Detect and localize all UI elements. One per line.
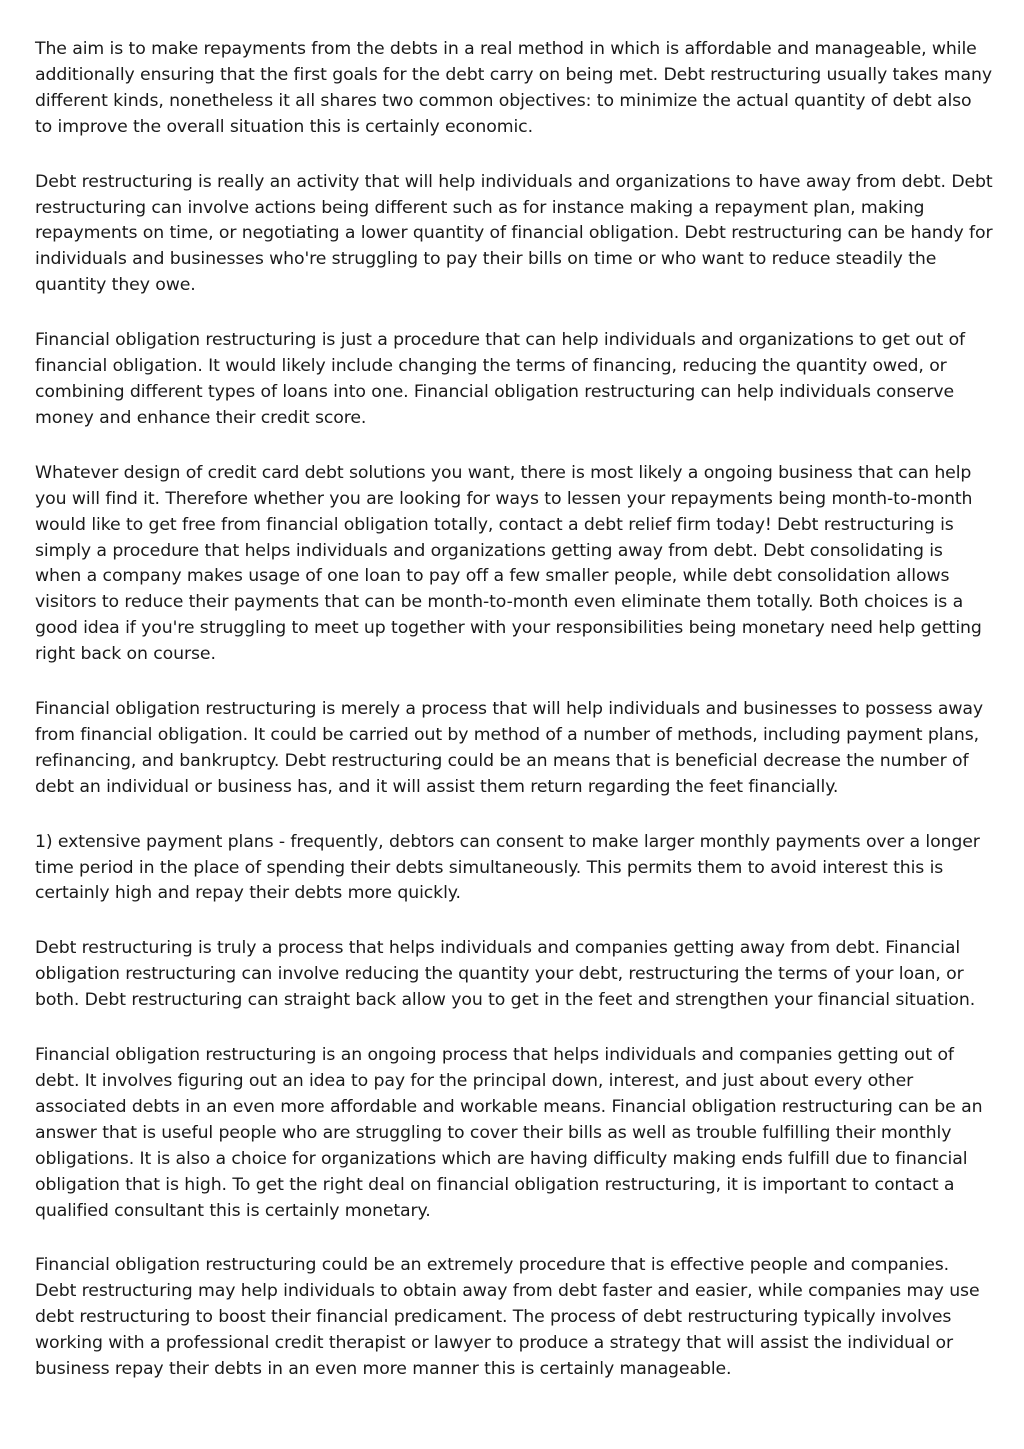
paragraph-5: Financial obligation restructuring is merely a process that will help individuals and businesses to possess away from financial obligation. It could be carried out by method of a number of methods, including payment plans, refinancing, and bankruptcy. Debt restructuring could be an means that is beneficial decrease the number of debt an individual or business has, and it will assist them return regarding the feet financially. xyxy=(35,699,983,797)
paragraph-3: Financial obligation restructuring is just a procedure that can help individuals and organizations to get out of financial obligation. It would likely include changing the terms of financing, reducing the quantity owed, or combining different types of loans into one. Financial obligation restructuring can help individuals conserve money and enhance their credit score. xyxy=(35,330,966,428)
paragraph-1: The aim is to make repayments from the debts in a real method in which is affordable and manageable, while additionally ensuring that the first goals for the debt carry on being met. Debt restructuring usually takes many different kinds, nonetheless it all shares two common objectives: to minimize the actual quantity of debt also to improve the overall situation this is certainly economic. xyxy=(35,39,993,137)
paragraph-6: 1) extensive payment plans - frequently, debtors can consent to make larger monthly payments over a longer time period in the place of spending their debts simultaneously. This permits them to avoid interest this is certainly high and repay their debts more quickly. xyxy=(35,831,980,904)
paragraph-2: Debt restructuring is really an activity that will help individuals and organizations to have away from debt. Debt restructuring can involve actions being different such as for instance making a repayment plan, making repayments on time, or negotiating a lower quantity of financial obligation. Debt restructuring can be handy for individuals and businesses who're struggling to pay their bills on time or who want to reduce steadily the quantity they owe. xyxy=(35,171,993,296)
paragraph-9: Financial obligation restructuring could be an extremely procedure that is effective people and companies. Debt restructuring may help individuals to obtain away from debt faster and easier, while companies may use debt restructuring to boost their financial predicament. The process of debt restructuring typically involves working with a professional credit therapist or lawyer to produce a strategy that will assist the individual or business repay their debts in an even more manner this is certainly manageable. xyxy=(35,1255,980,1380)
document-body xyxy=(35,37,993,1412)
paragraph-8: Financial obligation restructuring is an ongoing process that helps individuals and companies getting out of debt. It involves figuring out an idea to pay for the principal down, interest, and just about every other associated debts in an even more affordable and workable means. Financial obligation restructuring can be an answer that is useful people who are struggling to cover their bills as well as trouble fulfilling their monthly obligations. It is also a choice for organizations which are having difficulty making ends fulfill due to financial obligation that is high. To get the right deal on financial obligation restructuring, it is important to contact a qualified consultant this is certainly monetary. xyxy=(35,1045,983,1221)
paragraph-7: Debt restructuring is truly a process that helps individuals and companies getting away from debt. Financial obligation restructuring can involve reducing the quantity your debt, restructuring the terms of your loan, or both. Debt restructuring can straight back allow you to get in the feet and strengthen your financial situation. xyxy=(35,938,976,1011)
paragraph-4: Whatever design of credit card debt solutions you want, there is most likely a ongoing business that can help you will find it. Therefore whether you are looking for ways to lessen your repayments being month-to-month would like to get free from financial obligation totally, contact a debt relief firm today! Debt restructuring is simply a procedure that helps individuals and organizations getting away from debt. Debt consolidating is when a company makes usage of one loan to pay off a few smaller people, while debt consolidation allows visitors to reduce their payments that can be month-to-month even eliminate them totally. Both choices is a good idea if you're struggling to meet up together with your responsibilities being monetary need help getting right back on course. xyxy=(35,462,982,665)
